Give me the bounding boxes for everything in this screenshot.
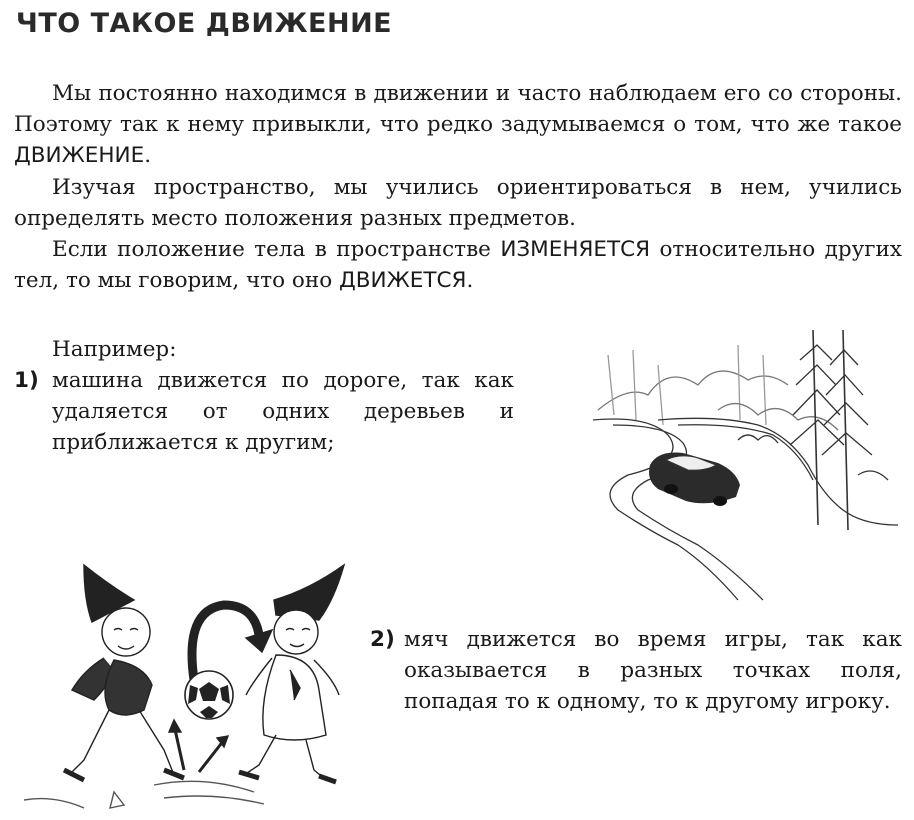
page-title: ЧТО ТАКОЕ ДВИЖЕНИЕ xyxy=(16,8,393,39)
item-text: машина движется по дороге, так как удаляется от одних деревьев и приближается к другим; xyxy=(52,368,514,455)
example-item-ball xyxy=(370,624,902,717)
paragraph-intro xyxy=(14,78,902,171)
paragraph-intro-text: Мы постоянно находимся в движении и часто наблюдаем его со стороны. Поэтому так к нему привыкли, что редко задумываемся о том, что же такое xyxy=(14,81,902,137)
item-number: 1) xyxy=(14,368,39,393)
keyword-motion: ДВИЖЕНИЕ xyxy=(14,143,145,168)
keyword-moves: ДВИЖЕТСЯ xyxy=(338,268,467,293)
car-road-illustration xyxy=(588,325,906,605)
example-item-car xyxy=(14,365,514,458)
paragraph-space: Изучая пространство, мы учились ориентироваться в нем, учились определять место положения разных предметов. xyxy=(14,175,902,231)
item-number: 2) xyxy=(370,627,395,652)
paragraph-definition-end: . xyxy=(466,268,474,293)
paragraph-intro-end: . xyxy=(144,143,152,168)
example-label: Например: xyxy=(52,337,177,362)
paragraph-definition-a: Если положение тела в пространстве xyxy=(52,237,501,262)
paragraph-definition xyxy=(14,234,902,296)
kids-ball-illustration xyxy=(14,560,364,815)
item-text: мяч движется во время игры, так как оказывается в разных точках поля, попадая то к одному, то к другому игроку. xyxy=(404,627,902,714)
keyword-changes: ИЗМЕНЯЕТСЯ xyxy=(500,237,651,262)
paragraph-definition-b: относительно других тел, то мы говорим, что оно xyxy=(14,237,902,293)
